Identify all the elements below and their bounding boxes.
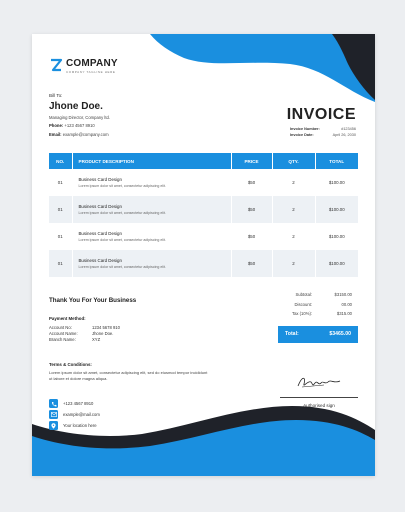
item-text: Lorem ipsum dolor sit amet, consectetur adipiscing elit. <box>78 184 166 188</box>
client-email <box>49 132 110 137</box>
company-tagline: COMPANY TAGLINE HERE <box>66 70 116 74</box>
subtotal-row <box>278 290 358 300</box>
row-no: 01 <box>49 196 72 223</box>
discount-value: 00.00 <box>341 301 352 307</box>
payment-method-title: Payment Method: <box>49 316 86 321</box>
payment-method-block <box>49 316 120 344</box>
phone-value: +123 4567 8910 <box>64 123 95 129</box>
row-qty: 2 <box>272 223 315 250</box>
row-price: $50 <box>231 169 272 196</box>
signature-line <box>280 397 358 398</box>
row-total: $100.00 <box>315 250 358 277</box>
table-row <box>49 196 358 223</box>
row-qty: 2 <box>272 250 315 277</box>
contact-email: example@mail.com <box>63 412 100 417</box>
grand-total-bar <box>278 326 358 343</box>
contact-email-row <box>49 409 100 420</box>
item-text: Lorem ipsum dolor sit amet, consectetur adipiscing elit. <box>78 211 166 215</box>
table-row <box>49 250 358 277</box>
location-icon <box>49 421 58 430</box>
phone-icon <box>49 399 58 408</box>
invoice-page <box>32 34 375 476</box>
row-description <box>72 223 231 250</box>
header-total: TOTAL <box>315 153 358 169</box>
invoice-meta <box>290 126 356 138</box>
account-name-value: Jhone Doe. <box>92 331 114 337</box>
email-label: Email: <box>49 131 62 137</box>
terms-title: Terms & Conditions: <box>49 362 92 367</box>
row-qty: 2 <box>272 196 315 223</box>
row-description <box>72 250 231 277</box>
table-header-row <box>49 153 358 169</box>
total-value: $3465.00 <box>329 331 351 337</box>
signature-label: Authorised sign <box>303 403 335 408</box>
invoice-date: April 26, 2030 <box>332 133 356 137</box>
row-qty: 2 <box>272 169 315 196</box>
invoice-number-label: Invoice Number: <box>290 127 320 131</box>
client-role: Managing Director, Company ltd. <box>49 115 110 121</box>
thank-you-heading: Thank You For Your Business <box>49 297 137 304</box>
company-logo <box>49 58 118 74</box>
item-text: Lorem ipsum dolor sit amet, consectetur adipiscing elit. <box>78 238 166 242</box>
contact-phone-row <box>49 398 100 409</box>
invoice-date-label: Invoice Date: <box>290 133 314 137</box>
table-row <box>49 169 358 196</box>
row-price: $50 <box>231 250 272 277</box>
company-name: COMPANY <box>66 58 118 69</box>
row-no: 01 <box>49 223 72 250</box>
terms-text: Lorem ipsum dolor sit amet, consectetur adipiscing elit, sed do eiusmod tempor incididunt ut labore et dolore magna aliqua. <box>49 370 208 381</box>
item-name: Business Card Design <box>78 258 122 263</box>
row-no: 01 <box>49 169 72 196</box>
row-total: $100.00 <box>315 196 358 223</box>
email-icon <box>49 410 58 419</box>
account-no-label: Account No: <box>49 325 72 330</box>
discount-label: Discount: <box>294 301 312 307</box>
invoice-date-row <box>290 132 356 138</box>
account-name-label: Account Name: <box>49 331 78 337</box>
table-row <box>49 223 358 250</box>
row-description <box>72 169 231 196</box>
company-logo-icon <box>49 58 63 72</box>
discount-row <box>278 300 358 310</box>
items-table <box>49 153 358 277</box>
client-phone <box>49 123 110 128</box>
contact-block <box>49 398 100 431</box>
subtotal-label: Subtotal: <box>295 292 312 297</box>
client-name: Jhone Doe. <box>49 101 103 112</box>
item-name: Business Card Design <box>78 204 122 209</box>
signature-block <box>280 374 358 408</box>
branch-row <box>49 337 120 343</box>
tax-value: $315.00 <box>336 311 352 316</box>
contact-location-row <box>49 420 100 431</box>
row-description <box>72 196 231 223</box>
tax-label: Tax (10%): <box>291 311 312 316</box>
total-label: Total: <box>285 331 299 337</box>
invoice-title: INVOICE <box>286 106 356 123</box>
header-qty: QTY. <box>272 153 315 169</box>
header-price: PRICE <box>231 153 272 169</box>
branch-label: Branch Name: <box>49 337 76 343</box>
tax-row <box>278 309 358 319</box>
row-total: $100.00 <box>328 180 345 185</box>
invoice-number: #123456 <box>341 127 356 131</box>
signature-image <box>294 374 344 390</box>
phone-label: Phone: <box>49 123 64 129</box>
header-description: PRODUCT DESCRIPTION <box>72 153 231 169</box>
subtotal-value: $3150.00 <box>334 292 352 297</box>
item-name: Business Card Design <box>78 231 122 236</box>
row-no: 01 <box>49 250 72 277</box>
row-total: $100.00 <box>328 234 345 239</box>
bill-to-label: Bill To: <box>49 93 63 98</box>
bill-to-block <box>49 93 110 137</box>
row-price: $50 <box>231 223 272 250</box>
item-name: Business Card Design <box>78 177 122 182</box>
contact-location: Your location here <box>63 423 97 428</box>
account-no-value: 1234 5678 910 <box>92 325 120 330</box>
totals-block <box>278 290 358 343</box>
branch-value: XYZ <box>92 337 101 343</box>
terms-block <box>49 362 209 382</box>
email-value: example@company.com <box>62 131 109 137</box>
header-no: NO. <box>49 153 72 169</box>
item-text: Lorem ipsum dolor sit amet, consectetur adipiscing elit. <box>78 265 166 269</box>
contact-phone: +123 4567 8910 <box>63 401 94 406</box>
row-price: $50 <box>231 196 272 223</box>
